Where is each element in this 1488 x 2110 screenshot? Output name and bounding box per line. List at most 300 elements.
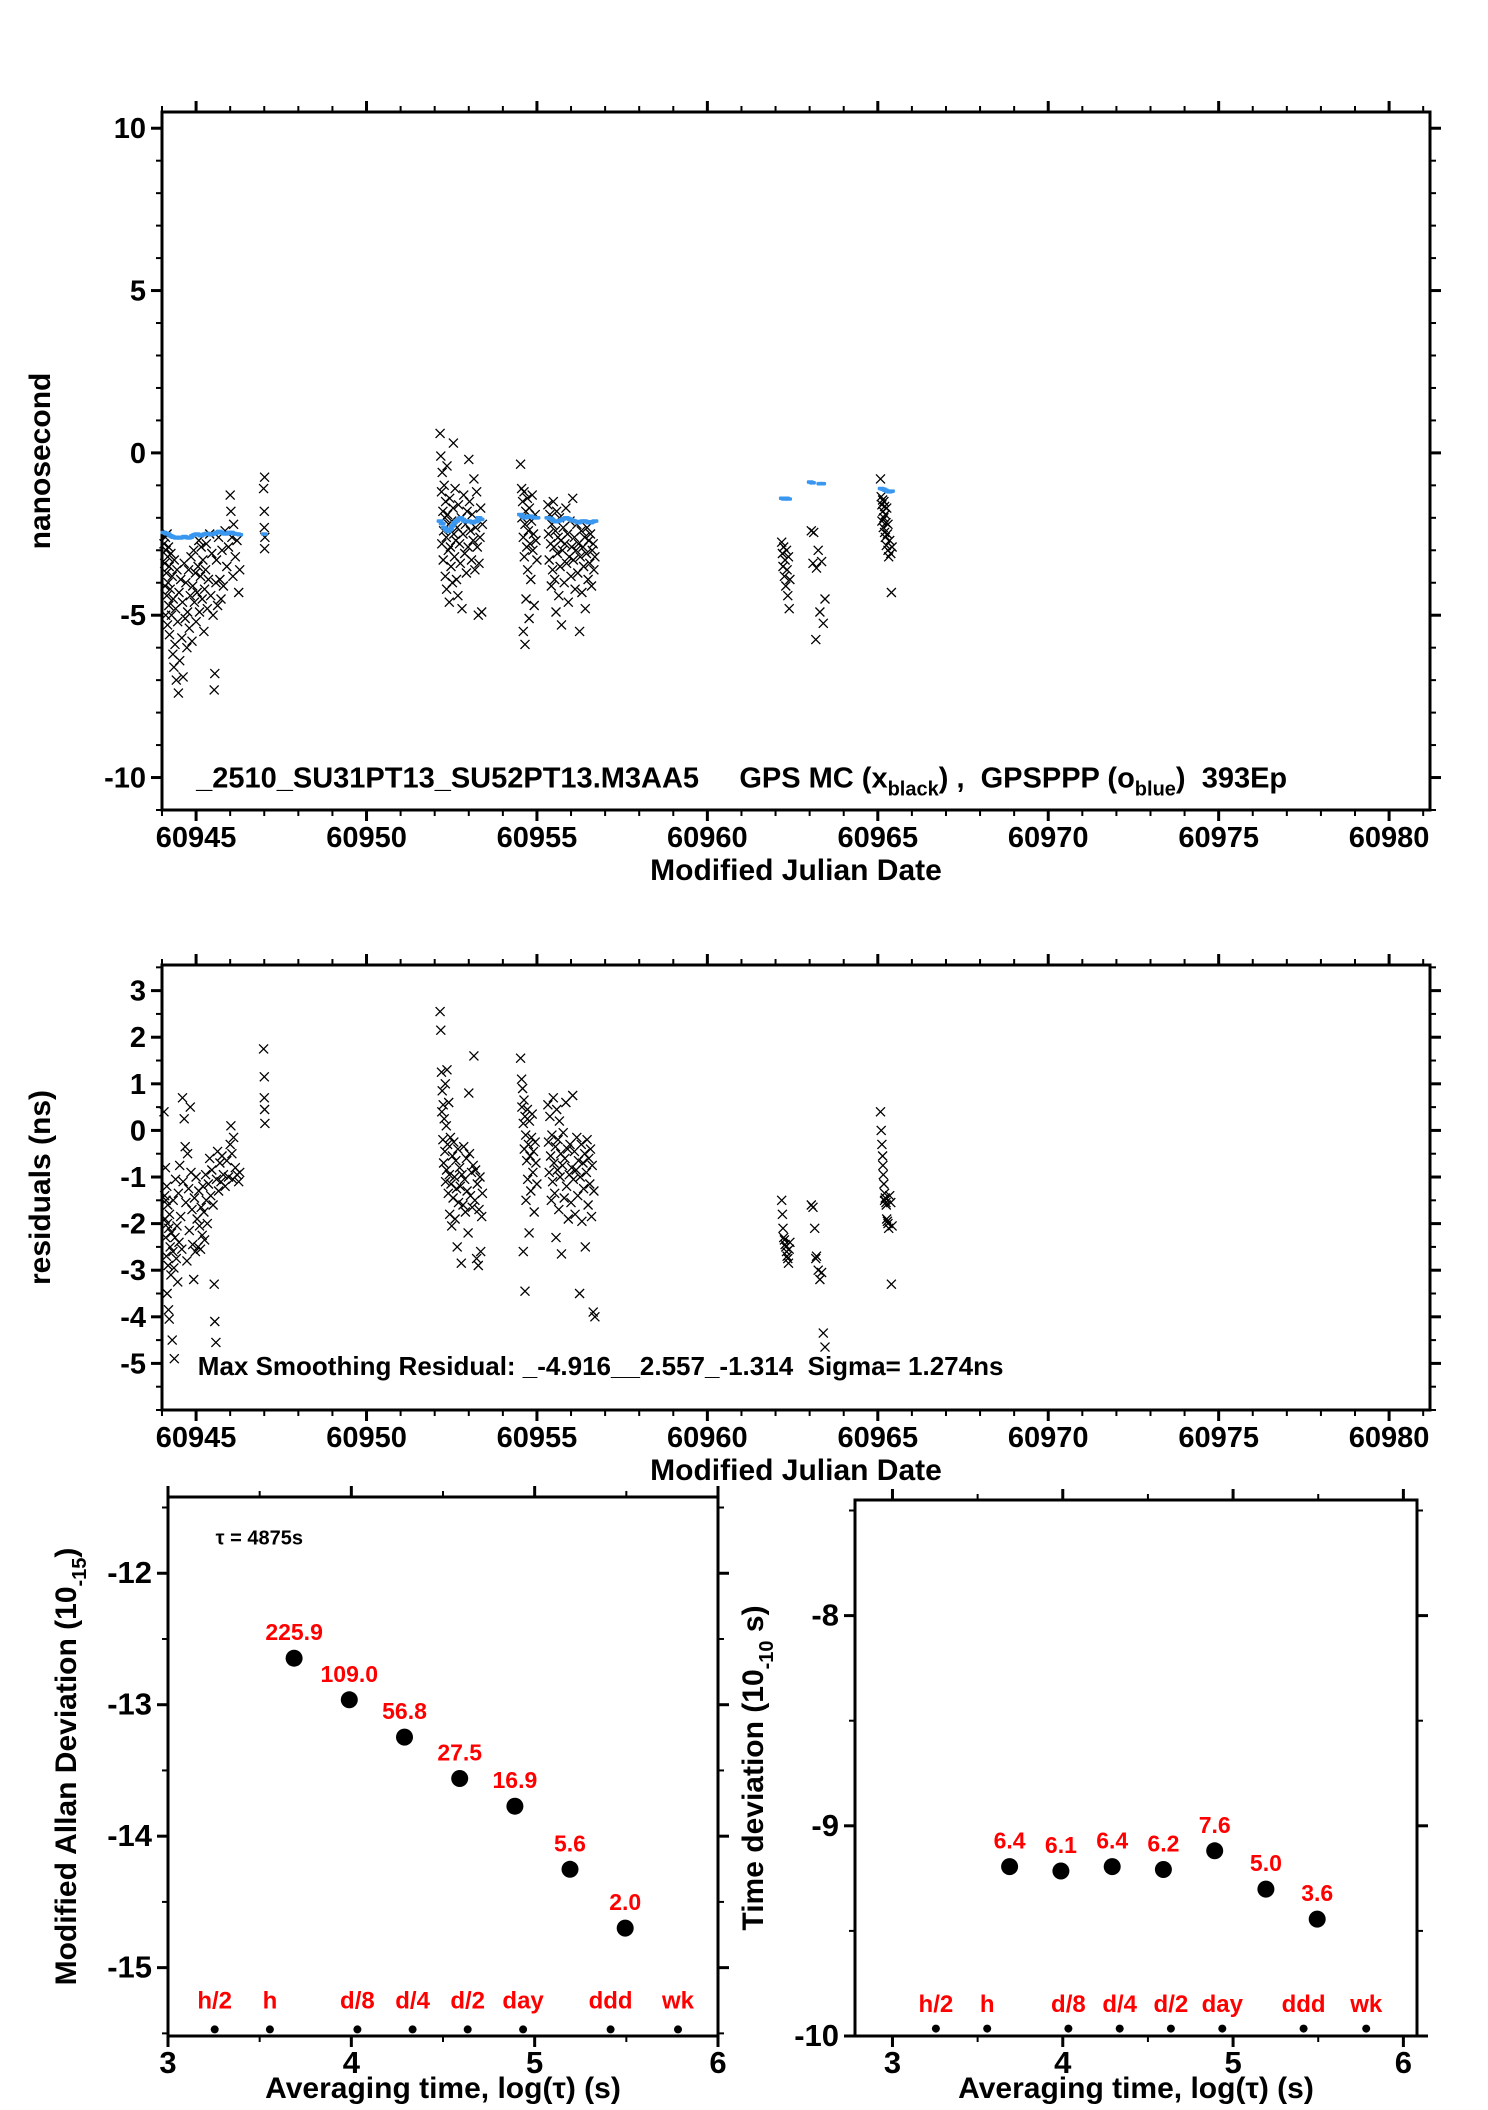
x-marker bbox=[530, 601, 539, 610]
x-marker bbox=[207, 1166, 216, 1175]
tau-dot bbox=[353, 2025, 361, 2033]
x-marker bbox=[466, 526, 475, 535]
tau-label: d/8 bbox=[340, 1987, 375, 2015]
panel-tdev bbox=[737, 1489, 1428, 2105]
plot-frame bbox=[162, 112, 1430, 810]
x-marker bbox=[259, 484, 268, 493]
x-marker bbox=[518, 1084, 527, 1093]
x-tick-label: 60970 bbox=[1007, 1422, 1089, 1454]
x-marker bbox=[439, 556, 448, 565]
x-marker bbox=[214, 1187, 223, 1196]
tau-label: wk bbox=[661, 1987, 695, 2015]
mdev-point bbox=[506, 1798, 523, 1815]
x-marker bbox=[260, 473, 269, 482]
x-marker bbox=[178, 598, 187, 607]
x-marker bbox=[531, 1159, 540, 1168]
x-marker bbox=[525, 1228, 534, 1237]
x-marker bbox=[447, 562, 456, 571]
x-marker bbox=[188, 637, 197, 646]
x-marker bbox=[477, 608, 486, 617]
x-marker bbox=[202, 539, 211, 548]
x-marker bbox=[529, 1147, 538, 1156]
x-marker bbox=[555, 1117, 564, 1126]
x-marker bbox=[885, 536, 894, 545]
x-marker bbox=[587, 1212, 596, 1221]
y-tick-label: -14 bbox=[107, 1818, 152, 1854]
x-marker bbox=[175, 656, 184, 665]
x-marker bbox=[260, 544, 269, 553]
x-marker bbox=[215, 1159, 224, 1168]
x-marker bbox=[568, 494, 577, 503]
x-marker bbox=[226, 491, 235, 500]
x-marker bbox=[779, 1224, 788, 1233]
x-marker bbox=[463, 1187, 472, 1196]
mdev-point-label: 56.8 bbox=[382, 1698, 427, 1725]
tau-dot bbox=[409, 2025, 417, 2033]
x-marker bbox=[166, 1242, 175, 1251]
x-axis-title: Modified Julian Date bbox=[650, 854, 942, 887]
x-marker bbox=[887, 588, 896, 597]
mdev-points bbox=[265, 1619, 641, 1936]
y-axis-title: Time deviation ($10_{-10}$ s) bbox=[737, 1605, 778, 1931]
tau-dot bbox=[607, 2025, 615, 2033]
x-tick-label: 6 bbox=[1394, 2045, 1413, 2080]
tau-label: h/2 bbox=[197, 1987, 233, 2015]
x-marker bbox=[449, 504, 458, 513]
x-marker bbox=[181, 1142, 190, 1151]
x-marker bbox=[184, 1184, 193, 1193]
x-tick-label: 6 bbox=[709, 2045, 727, 2080]
x-marker bbox=[452, 575, 461, 584]
tau-label: d/8 bbox=[1051, 1990, 1086, 2018]
x-marker bbox=[260, 1093, 269, 1102]
x-marker bbox=[163, 620, 172, 629]
x-marker bbox=[545, 556, 554, 565]
x-marker bbox=[888, 1221, 897, 1230]
x-marker bbox=[526, 1152, 535, 1161]
x-marker bbox=[211, 1338, 220, 1347]
x-marker bbox=[887, 1280, 896, 1289]
x-marker bbox=[188, 1205, 197, 1214]
x-marker bbox=[175, 588, 184, 597]
x-marker bbox=[589, 539, 598, 548]
x-marker bbox=[259, 1044, 268, 1053]
x-axis-title: Averaging time, log(τ) (s) bbox=[958, 2072, 1314, 2105]
x-marker bbox=[581, 1242, 590, 1251]
x-marker bbox=[877, 1126, 886, 1135]
x-marker bbox=[183, 608, 192, 617]
x-marker bbox=[227, 1149, 236, 1158]
x-marker bbox=[197, 543, 206, 552]
tau-label: h bbox=[979, 1990, 995, 2018]
tau-label: d/4 bbox=[1102, 1990, 1138, 2018]
x-marker bbox=[520, 1096, 529, 1105]
o-marker bbox=[449, 524, 456, 528]
x-marker bbox=[192, 617, 201, 626]
mdev-tau-ticks bbox=[197, 1987, 694, 2033]
x-marker bbox=[522, 1196, 531, 1205]
x-marker bbox=[235, 1168, 244, 1177]
x-marker bbox=[583, 1135, 592, 1144]
x-marker bbox=[181, 614, 190, 623]
x-tick-label: 3 bbox=[159, 2045, 177, 2080]
tdev-points bbox=[994, 1812, 1334, 1928]
x-marker bbox=[532, 556, 541, 565]
x-tick-label: 60945 bbox=[155, 822, 237, 854]
x-marker bbox=[554, 1205, 563, 1214]
x-tick-label: 4 bbox=[342, 2045, 360, 2080]
x-marker bbox=[879, 1170, 888, 1179]
x-marker bbox=[878, 1152, 887, 1161]
x-marker bbox=[212, 556, 221, 565]
x-marker bbox=[451, 484, 460, 493]
x-marker bbox=[819, 619, 828, 628]
x-marker bbox=[168, 1336, 177, 1345]
x-marker bbox=[436, 452, 445, 461]
x-marker bbox=[164, 543, 173, 552]
x-marker bbox=[569, 1175, 578, 1184]
x-marker bbox=[163, 1289, 172, 1298]
tdev-point-label: 5.0 bbox=[1249, 1850, 1282, 1877]
x-marker bbox=[584, 536, 593, 545]
y-tick-label: 2 bbox=[129, 1022, 146, 1055]
x-tick-label: 3 bbox=[883, 2045, 902, 2080]
x-marker bbox=[888, 543, 897, 552]
x-marker bbox=[777, 1196, 786, 1205]
x-marker bbox=[517, 1075, 526, 1084]
x-marker bbox=[557, 620, 566, 629]
x-marker bbox=[584, 1201, 593, 1210]
x-marker bbox=[581, 604, 590, 613]
x-marker bbox=[528, 491, 537, 500]
tau-dot bbox=[519, 2025, 527, 2033]
y-tick-label: -10 bbox=[104, 762, 146, 795]
o-marker bbox=[447, 527, 454, 531]
x-marker bbox=[456, 559, 465, 568]
x-marker bbox=[568, 1091, 577, 1100]
mdev-point bbox=[341, 1691, 358, 1708]
x-marker bbox=[469, 1051, 478, 1060]
tau-label: day bbox=[1201, 1990, 1243, 2018]
x-marker bbox=[548, 565, 557, 574]
tau-dot bbox=[1116, 2025, 1124, 2033]
tau-dot bbox=[983, 2025, 991, 2033]
x-marker bbox=[877, 1140, 886, 1149]
tau-dot bbox=[932, 2025, 940, 2033]
x-marker bbox=[206, 591, 215, 600]
x-marker bbox=[519, 627, 528, 636]
x-marker bbox=[783, 591, 792, 600]
x-marker bbox=[819, 1329, 828, 1338]
x-marker bbox=[175, 1161, 184, 1170]
x-marker bbox=[182, 643, 191, 652]
mdev-point-label: 225.9 bbox=[265, 1619, 323, 1646]
x-marker bbox=[174, 689, 183, 698]
mdev-point-label: 2.0 bbox=[609, 1889, 642, 1916]
x-marker bbox=[559, 1128, 568, 1137]
tdev-point bbox=[1155, 1861, 1172, 1878]
x-marker bbox=[177, 633, 186, 642]
x-marker bbox=[260, 1105, 269, 1114]
tdev-tau-ticks bbox=[919, 1991, 1383, 2033]
x-axis-title: Averaging time, log(τ) (s) bbox=[265, 2072, 621, 2105]
mdev-point bbox=[451, 1770, 468, 1787]
tau-dot bbox=[211, 2025, 219, 2033]
o-marker bbox=[888, 489, 895, 493]
x-marker bbox=[554, 1135, 563, 1144]
x-marker bbox=[436, 1026, 445, 1035]
x-marker bbox=[886, 549, 895, 558]
x-tick-label: 5 bbox=[526, 2045, 544, 2080]
x-marker bbox=[446, 543, 455, 552]
x-marker bbox=[532, 1180, 541, 1189]
x-tick-label: 60965 bbox=[837, 822, 919, 854]
x-marker bbox=[438, 468, 447, 477]
x-marker bbox=[821, 595, 830, 604]
x-marker bbox=[440, 1114, 449, 1123]
x-marker bbox=[554, 591, 563, 600]
x-tick-label: 60945 bbox=[155, 1422, 237, 1454]
mdev-point-label: 109.0 bbox=[320, 1660, 379, 1687]
mdev-point bbox=[562, 1861, 579, 1878]
tdev-point-label: 7.6 bbox=[1198, 1811, 1231, 1838]
x-marker bbox=[564, 1215, 573, 1224]
x-marker bbox=[442, 1121, 451, 1130]
x-marker bbox=[522, 1156, 531, 1165]
x-marker bbox=[582, 1168, 591, 1177]
tau-dot bbox=[464, 2025, 472, 2033]
x-marker bbox=[167, 1228, 176, 1237]
x-marker bbox=[552, 608, 561, 617]
x-marker bbox=[165, 1315, 174, 1324]
x-marker bbox=[522, 595, 531, 604]
x-marker bbox=[182, 1256, 191, 1265]
x-marker bbox=[878, 1161, 887, 1170]
x-tick-label: 60970 bbox=[1007, 822, 1089, 854]
x-marker bbox=[454, 500, 463, 509]
x-marker bbox=[455, 539, 464, 548]
x-marker bbox=[464, 1228, 473, 1237]
o-marker bbox=[478, 518, 485, 522]
x-marker bbox=[458, 1170, 467, 1179]
tau-label: wk bbox=[1350, 1990, 1383, 2018]
x-marker bbox=[260, 1072, 269, 1081]
x-marker bbox=[523, 1175, 532, 1184]
x-marker bbox=[165, 630, 174, 639]
x-marker bbox=[174, 1189, 183, 1198]
y-tick-label: -12 bbox=[107, 1555, 152, 1591]
x-marker bbox=[785, 604, 794, 613]
x-marker bbox=[449, 439, 458, 448]
x-marker bbox=[209, 611, 218, 620]
x-marker bbox=[162, 1182, 171, 1191]
x-marker bbox=[557, 1249, 566, 1258]
x-marker bbox=[561, 504, 570, 513]
x-marker bbox=[231, 552, 240, 561]
y-tick-label: -9 bbox=[811, 1807, 839, 1843]
o-marker bbox=[533, 516, 540, 520]
x-marker bbox=[467, 556, 476, 565]
x-marker bbox=[235, 565, 244, 574]
o-marker bbox=[785, 497, 792, 501]
x-marker bbox=[468, 510, 477, 519]
x-marker bbox=[549, 497, 558, 506]
y-tick-label: 0 bbox=[129, 1115, 146, 1148]
x-marker bbox=[164, 1305, 173, 1314]
tdev-point bbox=[1104, 1858, 1121, 1875]
axis-ticks bbox=[151, 101, 1441, 821]
x-marker bbox=[459, 1201, 468, 1210]
x-marker bbox=[175, 1238, 184, 1247]
x-marker bbox=[521, 640, 530, 649]
x-marker bbox=[817, 557, 826, 566]
o-marker bbox=[819, 482, 826, 486]
plot-frame bbox=[162, 965, 1430, 1410]
x-marker bbox=[521, 1287, 530, 1296]
tdev-point-label: 6.4 bbox=[1096, 1827, 1129, 1854]
tau-dot bbox=[1218, 2025, 1226, 2033]
axis-ticks bbox=[157, 1486, 729, 2047]
mdev-point-label: 16.9 bbox=[492, 1767, 538, 1794]
x-marker bbox=[464, 455, 473, 464]
x-marker bbox=[203, 1219, 212, 1228]
x-marker bbox=[234, 588, 243, 597]
x-marker bbox=[478, 1189, 487, 1198]
x-marker bbox=[226, 1121, 235, 1130]
x-marker bbox=[465, 1149, 474, 1158]
x-marker bbox=[461, 1208, 470, 1217]
x-marker bbox=[476, 504, 485, 513]
tdev-point-label: 3.6 bbox=[1301, 1880, 1334, 1907]
y-axis-title: residuals (ns) bbox=[24, 1089, 57, 1286]
y-tick-label: 3 bbox=[129, 975, 146, 1008]
x-marker bbox=[475, 1205, 484, 1214]
x-marker bbox=[558, 1161, 567, 1170]
x-tick-label: 60955 bbox=[496, 822, 578, 854]
x-marker bbox=[185, 1226, 194, 1235]
y-tick-label: 0 bbox=[129, 437, 146, 470]
tdev-point bbox=[1001, 1858, 1018, 1875]
y-tick-label: -8 bbox=[811, 1597, 839, 1633]
tdev-point bbox=[1309, 1911, 1326, 1928]
x-tick-label: 60975 bbox=[1178, 1422, 1259, 1454]
x-marker bbox=[173, 1221, 182, 1230]
x-marker bbox=[477, 1212, 486, 1221]
y-axis-title: Modified Allan Deviation $(10_{-15})$ bbox=[50, 1547, 91, 1986]
x-marker bbox=[445, 598, 454, 607]
x-marker bbox=[464, 1089, 473, 1098]
x-marker bbox=[543, 1100, 552, 1109]
o-marker bbox=[261, 532, 268, 536]
tau-dot bbox=[1300, 2025, 1308, 2033]
x-marker bbox=[210, 1317, 219, 1326]
x-marker bbox=[812, 564, 821, 573]
x-tick-label: 60960 bbox=[667, 822, 748, 854]
x-marker bbox=[177, 1245, 186, 1254]
x-marker bbox=[879, 1180, 888, 1189]
tau-dot bbox=[1362, 2025, 1370, 2033]
x-marker bbox=[226, 507, 235, 516]
x-marker bbox=[545, 1168, 554, 1177]
tau-label: day bbox=[502, 1987, 544, 2015]
x-marker bbox=[446, 1133, 455, 1142]
x-marker bbox=[552, 1105, 561, 1114]
x-marker bbox=[575, 627, 584, 636]
y-tick-label: 10 bbox=[113, 113, 146, 146]
y-axis-title: nanosecond bbox=[24, 372, 57, 550]
tau-annotation: τ = 4875s bbox=[215, 1527, 304, 1550]
x-marker bbox=[463, 507, 472, 516]
x-marker bbox=[207, 549, 216, 558]
x-marker bbox=[199, 1208, 208, 1217]
x-marker bbox=[876, 1107, 885, 1116]
o-marker bbox=[591, 519, 598, 523]
x-marker bbox=[196, 572, 205, 581]
x-marker bbox=[198, 556, 207, 565]
tau-label: h/2 bbox=[918, 1990, 954, 2018]
y-tick-label: -15 bbox=[107, 1949, 152, 1985]
y-tick-label: -1 bbox=[120, 1162, 146, 1195]
tdev-point bbox=[1052, 1863, 1069, 1880]
residuals-series bbox=[160, 1007, 897, 1363]
x-marker bbox=[579, 1184, 588, 1193]
x-marker bbox=[171, 1175, 180, 1184]
y-tick-label: -5 bbox=[120, 600, 146, 633]
x-marker bbox=[877, 492, 886, 501]
tau-label: d/2 bbox=[450, 1987, 486, 2015]
x-marker bbox=[519, 1247, 528, 1256]
x-marker bbox=[573, 1191, 582, 1200]
x-marker bbox=[178, 1093, 187, 1102]
x-marker bbox=[552, 1233, 561, 1242]
tau-dot bbox=[674, 2025, 682, 2033]
x-marker bbox=[516, 460, 525, 469]
x-tick-label: 60960 bbox=[667, 1422, 748, 1454]
x-marker bbox=[528, 1168, 537, 1177]
x-marker bbox=[260, 1119, 269, 1128]
x-marker bbox=[436, 1007, 445, 1016]
x-tick-label: 60950 bbox=[326, 822, 407, 854]
x-marker bbox=[201, 565, 210, 574]
x-marker bbox=[222, 1156, 231, 1165]
x-marker bbox=[586, 1145, 595, 1154]
x-marker bbox=[233, 536, 242, 545]
x-marker bbox=[549, 1093, 558, 1102]
panel-gps-comparison bbox=[24, 101, 1441, 887]
x-marker bbox=[560, 1194, 569, 1203]
x-marker bbox=[472, 487, 481, 496]
tau-label: d/2 bbox=[1153, 1990, 1189, 2018]
x-marker bbox=[526, 575, 535, 584]
x-tick-label: 4 bbox=[1054, 2045, 1072, 2080]
tau-label: ddd bbox=[1281, 1990, 1326, 2018]
x-marker bbox=[183, 1149, 192, 1158]
x-marker bbox=[210, 685, 219, 694]
tau-label: d/4 bbox=[395, 1987, 430, 2015]
x-marker bbox=[189, 1275, 198, 1284]
mdev-point-label: 27.5 bbox=[437, 1739, 483, 1766]
x-tick-label: 60980 bbox=[1348, 1422, 1430, 1454]
x-marker bbox=[198, 595, 207, 604]
x-marker bbox=[210, 1280, 219, 1289]
y-tick-label: -4 bbox=[120, 1301, 146, 1334]
panel-title: _2510_SU31PT13_SU52PT13.M3AA5 GPS MC $(x_{black})$ , GPSPPP $(o_{blue})$ 393Ep bbox=[196, 762, 1288, 801]
x-marker bbox=[809, 559, 818, 568]
x-marker bbox=[453, 1242, 462, 1251]
x-marker bbox=[778, 1210, 787, 1219]
x-tick-label: 60965 bbox=[837, 1422, 919, 1454]
panel-mdev bbox=[50, 1486, 729, 2105]
